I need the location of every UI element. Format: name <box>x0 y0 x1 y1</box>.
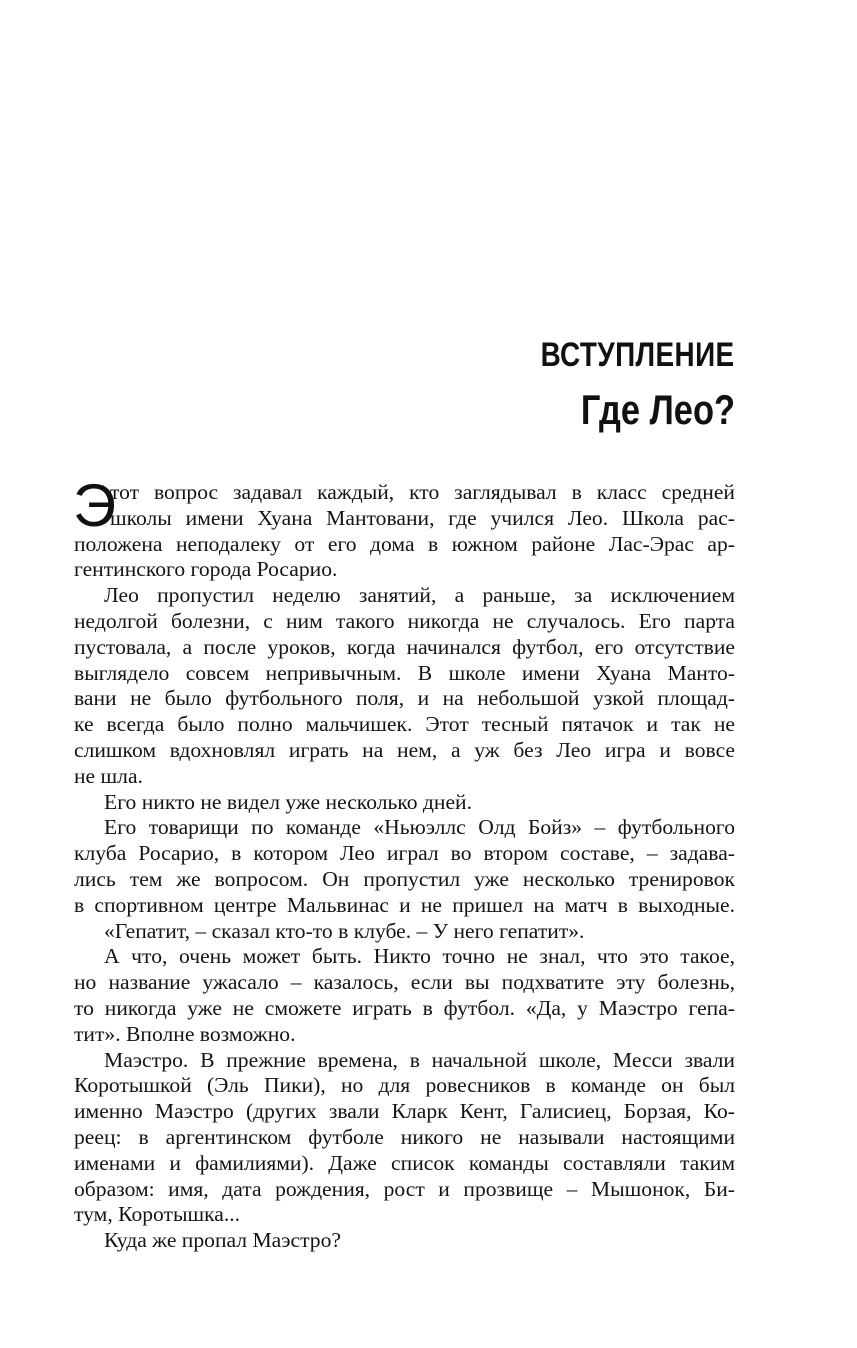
text-line: то никогда уже не сможете играть в футбол. «Да, у Маэстро гепа- <box>74 995 735 1020</box>
text-line: слишком вдохновлял играть на нем, а уж без Лео игра и вовсе <box>74 737 735 762</box>
text-line: А что, очень может быть. Никто точно не знал, что это такое, <box>104 944 735 969</box>
text-line: реец: в аргентинском футболе никого не называли настоящими <box>74 1124 735 1149</box>
text-line: выглядело совсем непривычным. В школе имени Хуана Манто- <box>74 660 735 685</box>
text-line: пустовала, а после уроков, когда начинался футбол, его отсутствие <box>74 634 735 659</box>
text-line: тум, Коротышка... <box>74 1202 241 1227</box>
text-line: школы имени Хуана Мантовани, где учился Лео. Школа рас- <box>110 505 735 530</box>
text-line: Маэстро. В прежние времена, в начальной школе, Месси звали <box>104 1047 735 1072</box>
text-line: тот вопрос задавал каждый, кто заглядывал в класс средней <box>110 480 735 504</box>
text-line: Лео пропустил неделю занятий, а раньше, за исключением <box>104 583 735 608</box>
chapter-body <box>73 472 735 1254</box>
text-line: Его никто не видел уже несколько дней. <box>104 789 472 814</box>
text-line: Коротышкой (Эль Пики), но для ровесников в команде он был <box>74 1073 735 1098</box>
text-line: именно Маэстро (других звали Кларк Кент, Галисиец, Борзая, Ко- <box>74 1099 735 1124</box>
text-line: ке всегда было полно мальчишек. Этот тесный пятачок и так не <box>74 712 735 737</box>
text-line: недолгой болезни, с ним такого никогда не случалось. Его парта <box>74 608 735 633</box>
text-line: но название ужасало – казалось, если вы подхватите эту болезнь, <box>74 970 735 995</box>
text-line: гентинского города Росарио. <box>74 557 338 582</box>
text-line: именами и фамилиями). Даже список команды составляли таким <box>74 1150 735 1175</box>
chapter-title: Где Лео? <box>580 386 735 433</box>
text-line: Его товарищи по команде «Ньюэллс Олд Бойз» – футбольного <box>104 815 735 840</box>
text-line: в спортивном центре Мальвинас и не пришел на матч в выходные. <box>74 892 735 917</box>
drop-cap: Э <box>73 472 117 539</box>
text-line: лись тем же вопросом. Он пропустил уже несколько тренировок <box>74 866 735 891</box>
text-line: положена неподалеку от его дома в южном районе Лас-Эрас ар- <box>74 531 735 556</box>
opening-paragraph-start <box>73 472 735 539</box>
chapter-label: ВСТУПЛЕНИЕ <box>541 336 735 374</box>
text-line: образом: имя, дата рождения, рост и прозвище – Мышонок, Би- <box>74 1176 735 1201</box>
text-line: Куда же пропал Маэстро? <box>104 1228 341 1253</box>
text-line: вани не было футбольного поля, и на небольшой узкой площад- <box>74 686 735 711</box>
text-line: клуба Росарио, в котором Лео играл во втором составе, – задава- <box>74 841 735 866</box>
text-line: «Гепатит, – сказал кто-то в клубе. – У него гепатит». <box>104 918 585 943</box>
text-line: тит». Вполне возможно. <box>74 1021 296 1046</box>
text-line: не шла. <box>74 763 143 788</box>
